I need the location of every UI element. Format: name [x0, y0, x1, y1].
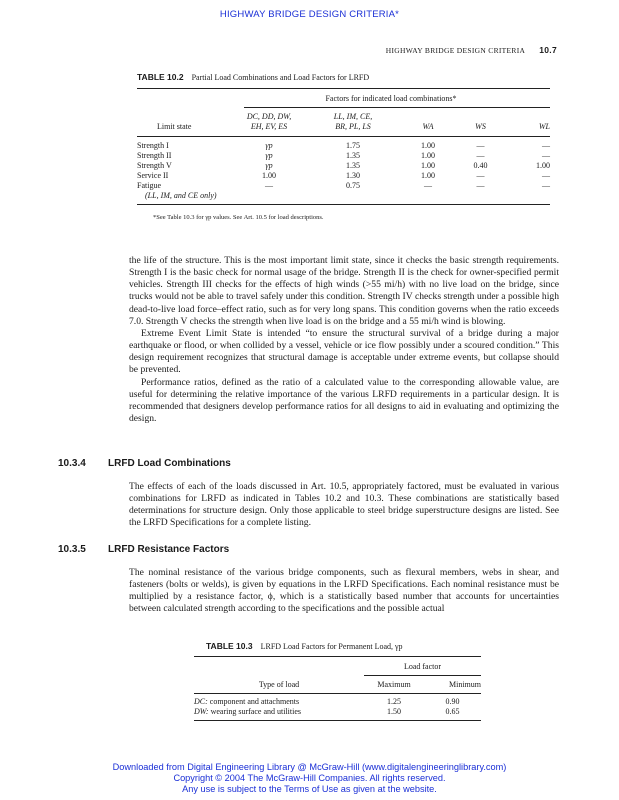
table-footnote: *See Table 10.3 for γp values. See Art. 10.5 for load descriptions. [153, 214, 324, 221]
cell: 1.75 [346, 141, 360, 150]
section-title: LRFD Resistance Factors [108, 544, 230, 555]
cell: γp [265, 161, 273, 170]
cell: 1.00 [421, 141, 435, 150]
cell: 1.35 [346, 151, 360, 160]
cell: Service II [137, 171, 169, 180]
header-cell: BR, PL, LS [335, 122, 371, 131]
table-row [137, 181, 550, 191]
load-desc: component and attachments [209, 697, 300, 706]
fatigue-note: (LL, IM, and CE only) [145, 191, 217, 200]
cell: 1.25 [387, 697, 401, 706]
cell: — [476, 151, 485, 160]
paragraph: The nominal resistance of the various bridge components, such as flexural members, webs in shear, and fasteners (bolts or welds), is given by equations in the LRFD Specifications. Each nominal resistance must be multiplied by a resistance factor, ϕ, which is a statistically based number that accounts for uncertainties between calculated strength according to the specifications and the possible actual [129, 567, 559, 615]
cell: — [542, 141, 550, 150]
cell: 0.40 [473, 161, 488, 170]
load-code: DC: [194, 697, 208, 706]
table-header-row [137, 122, 550, 132]
cell: γp [265, 151, 273, 160]
paragraph: the life of the structure. This is the most important limit state, since it checks the basic strength requirements. Strength I is the basic check for normal usage of the bridge. Strength II is the check for owner-specified permit vehicles. Strength III checks for the effects of high winds (>55 mi/h) with no live load on the bridge, since trucks would not be able to travel safely under this condition. Strength IV checks strength under a possible high dead-to-live load force–effect ratio, such as for very long spans. This condition governs when the ratio exceeds 7.0. Strength V checks the strength when live load is on the bridge and a 55 mi/h wind is blowing. [129, 255, 559, 327]
table-row [137, 161, 550, 171]
cell: 0.90 [445, 697, 460, 706]
table-10-3-caption [206, 641, 403, 651]
table-group-header: Factors for indicated load combinations* [325, 94, 457, 103]
cell: Fatigue [137, 181, 161, 190]
table-header-row [137, 112, 550, 122]
footer-line-copyright: Copyright © 2004 The McGraw-Hill Companies. All rights reserved. [173, 773, 446, 783]
header-cell: Limit state [157, 122, 192, 131]
table-row [137, 151, 550, 161]
section-10-3-5-text [129, 567, 559, 616]
page-number: 10.7 [539, 45, 557, 55]
table-label: TABLE 10.3 [206, 641, 253, 651]
cell: 1.00 [421, 151, 435, 160]
cell: 0.65 [445, 707, 460, 716]
cell: γp [265, 141, 273, 150]
cell: 1.00 [262, 171, 276, 180]
banner-title: HIGHWAY BRIDGE DESIGN CRITERIA* [219, 9, 400, 20]
cell: — [542, 181, 550, 190]
header-cell: Type of load [258, 680, 300, 689]
table-row [137, 141, 550, 151]
section-10-3-4-text [129, 481, 559, 530]
cell [194, 707, 364, 717]
table-row [194, 707, 481, 717]
cell: 1.30 [346, 171, 360, 180]
table-10-2-caption [137, 72, 369, 82]
cell: — [424, 181, 432, 190]
cell: — [476, 171, 485, 180]
section-title: LRFD Load Combinations [108, 458, 231, 469]
cell: Strength II [137, 151, 172, 160]
cell: Strength V [137, 161, 172, 170]
footer-line-download[interactable]: Downloaded from Digital Engineering Library @ McGraw-Hill (www.digitalengineeringlibrary.com) [112, 762, 507, 772]
header-cell: WS [475, 122, 486, 131]
cell: 1.00 [421, 161, 435, 170]
header-cell: Minimum [448, 680, 481, 689]
cell: — [265, 181, 273, 190]
body-text [129, 255, 559, 425]
paragraph: Performance ratios, defined as the ratio of a calculated value to the corresponding allowable value, are useful for determining the relative importance of the various LRFD requirements in a particular design. It is recommended that designers develop performance ratios for all designs to aid in evaluating and optimizing the design. [129, 376, 559, 425]
paragraph: The effects of each of the loads discussed in Art. 10.5, appropriately factored, must be evaluated in various combinations for LRFD as indicated in Tables 10.2 and 10.3. These combinations are statistically based determinations for structure design. Only those applicable to steel bridge superstructure designs are listed. See the LRFD Specifications for a complete listing. [129, 481, 559, 529]
header-cell: WL [538, 122, 550, 131]
table-caption-text: LRFD Load Factors for Permanent Load, γp [260, 642, 403, 651]
table-group-header: Load factor [403, 662, 442, 671]
header-cell: Maximum [377, 680, 411, 689]
cell: 0.75 [346, 181, 360, 190]
cell: 1.00 [421, 171, 435, 180]
table-group-rule [244, 107, 550, 108]
cell: — [476, 181, 485, 190]
header-cell: LL, IM, CE, [333, 112, 373, 121]
cell: — [476, 141, 485, 150]
table-top-rule [194, 656, 481, 657]
cell: 1.50 [387, 707, 401, 716]
section-heading-10-3-4 [58, 458, 231, 469]
load-code: DW: [194, 707, 209, 716]
running-head [386, 45, 557, 55]
paragraph: Extreme Event Limit State is intended “to ensure the structural survival of a bridge during a major earthquake or flood, or when collided by a vessel, vehicle or ice flow possibly under a scoured condition.” This design requirement recognizes that structural damage is acceptable under extreme events, but collapse should be prevented. [129, 327, 559, 376]
section-number: 10.3.4 [58, 458, 86, 469]
table-row [137, 191, 550, 201]
section-number: 10.3.5 [58, 544, 86, 555]
table-row [194, 697, 481, 707]
cell: — [542, 151, 550, 160]
cell: Strength I [137, 141, 169, 150]
table-10-2 [137, 112, 550, 205]
load-desc: wearing surface and utilities [210, 707, 302, 716]
table-header-row [194, 680, 481, 690]
table-10-3 [194, 680, 481, 721]
footer-line-terms[interactable]: Any use is subject to the Terms of Use as given at the website. [182, 784, 437, 794]
running-head-title: HIGHWAY BRIDGE DESIGN CRITERIA [385, 46, 526, 55]
cell: 1.35 [346, 161, 360, 170]
table-caption-text: Partial Load Combinations and Load Factors for LRFD [191, 73, 370, 82]
section-heading-10-3-5 [58, 544, 229, 555]
cell: 1.00 [536, 161, 550, 170]
table-top-rule [137, 88, 550, 89]
table-group-rule [364, 675, 481, 676]
header-cell: WA [422, 122, 434, 131]
table-label: TABLE 10.2 [137, 72, 184, 82]
header-cell: EH, EV, ES [250, 122, 288, 131]
header-cell: DC, DD, DW, [246, 112, 292, 121]
download-footer [0, 762, 619, 795]
cell: — [542, 171, 550, 180]
cell [194, 697, 364, 707]
table-row [137, 171, 550, 181]
